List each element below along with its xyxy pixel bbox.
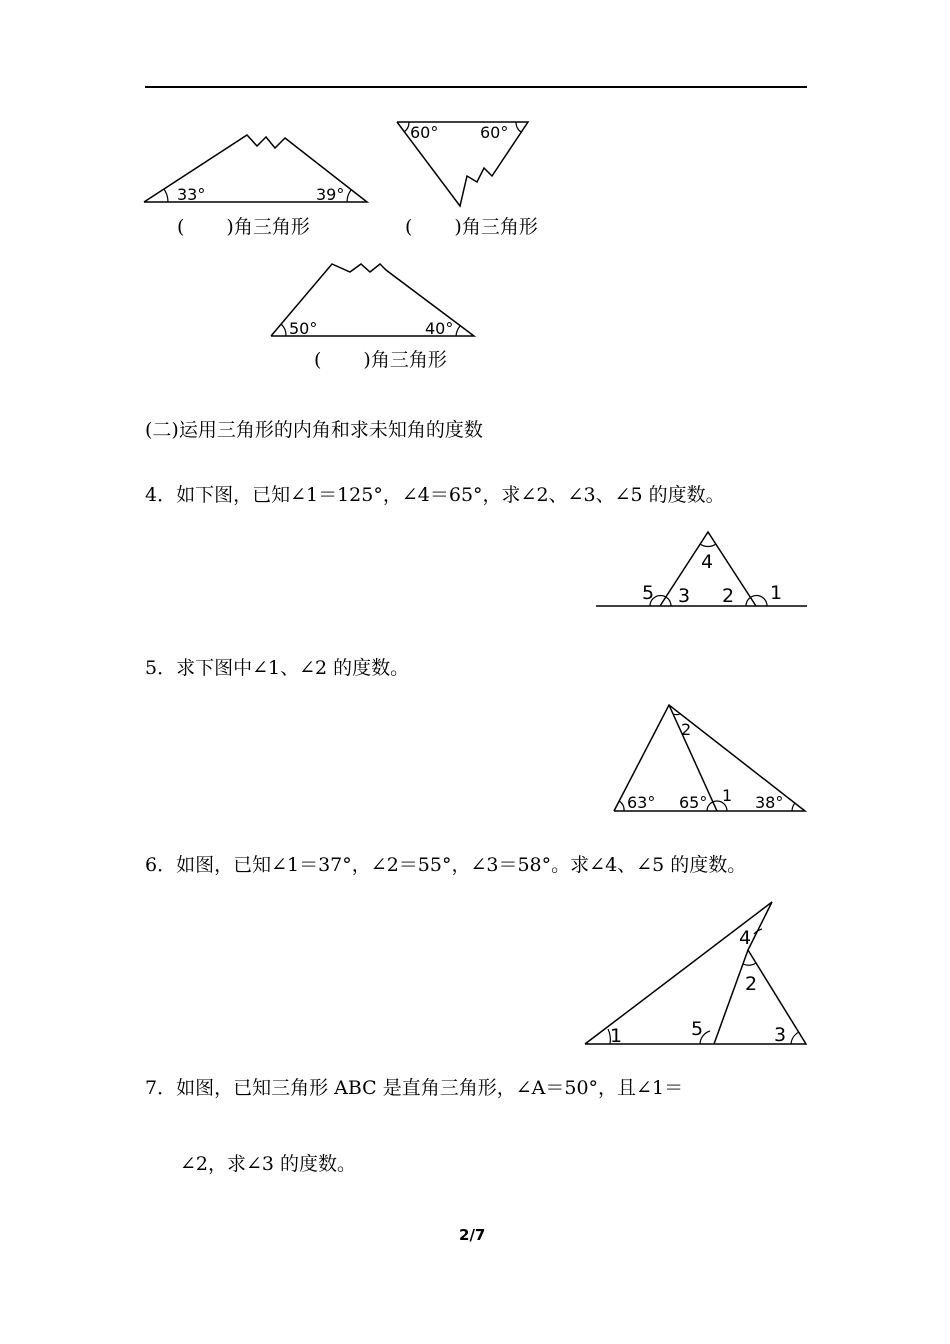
angle-arc-3 [791, 1032, 799, 1044]
figure-q4 [594, 528, 810, 612]
figure-q5 [609, 700, 811, 816]
blank-open: ( [177, 216, 185, 238]
angle-label-2: 2 [681, 720, 692, 739]
blank-label: 角三角形 [233, 216, 310, 238]
angle-label-5: 5 [691, 1018, 704, 1040]
angle-label-right: 60° [480, 123, 509, 142]
angle-label-1: 1 [610, 1025, 623, 1047]
angle-label-3: 3 [678, 585, 691, 607]
blank-close: ) [226, 216, 234, 238]
angle-label-4: 4 [701, 551, 714, 573]
question-6: 6．如图，已知∠1＝37°，∠2＝55°，∠3＝58°。求∠4、∠5 的度数。 [145, 854, 747, 876]
question-7-line-2: ∠2，求∠3 的度数。 [180, 1153, 357, 1175]
angle-label-right: 40° [425, 319, 454, 338]
angle-label-3: 3 [774, 1024, 787, 1046]
triangle-figure-3 [268, 258, 480, 342]
angle-arc [347, 190, 351, 202]
angle-arc [164, 189, 168, 202]
angle-arc [281, 324, 286, 336]
page-number [459, 1226, 485, 1244]
question-7-line-1: 7．如图，已知三角形 ABC 是直角三角形，∠A＝50°，且∠1＝ [145, 1077, 684, 1099]
blank-open: ( [314, 349, 322, 371]
question-5: 5．求下图中∠1、∠2 的度数。 [145, 657, 410, 679]
angle-label-right: 38° [755, 793, 784, 812]
blank-close: ) [363, 349, 371, 371]
angle-label-4: 4 [739, 927, 752, 949]
header-rule [145, 86, 807, 88]
triangle-figure-1 [140, 128, 375, 208]
blank-label: 角三角形 [370, 349, 447, 371]
blank-open: ( [405, 216, 413, 238]
angle-arc [404, 122, 409, 132]
angle-label-mid: 65° [679, 793, 708, 812]
angle-arc-left [619, 801, 624, 811]
angle-label-5: 5 [642, 582, 655, 604]
figure-q6 [580, 898, 810, 1048]
answer-blank-2 [405, 215, 538, 239]
angle-label-left: 50° [289, 319, 318, 338]
angle-arc-right [792, 803, 795, 811]
angle-arc-2 [673, 714, 680, 715]
angle-label-right: 39° [316, 185, 345, 204]
angle-arc-4 [700, 544, 716, 547]
angle-label-left: 63° [627, 793, 656, 812]
angle-label-1: 1 [770, 582, 783, 604]
angle-label-left: 60° [410, 123, 439, 142]
angle-label-left: 33° [177, 185, 206, 204]
question-4: 4．如下图，已知∠1＝125°，∠4＝65°，求∠2、∠3、∠5 的度数。 [145, 484, 725, 506]
current-page: 2 [459, 1226, 470, 1244]
answer-blank-3 [314, 348, 447, 372]
blank-close: ) [454, 216, 462, 238]
angle-arc-2 [743, 963, 756, 965]
side-line [714, 950, 748, 1044]
page-separator: / [469, 1226, 475, 1244]
angle-arc [456, 326, 460, 336]
total-pages: 7 [474, 1226, 486, 1244]
angle-label-2: 2 [745, 973, 758, 995]
angle-arc [516, 122, 521, 132]
triangle-figure-2 [392, 116, 534, 210]
answer-blank-1 [177, 215, 310, 239]
angle-arc-1-2 [746, 596, 767, 607]
section-title: (二)运用三角形的内角和求未知角的度数 [145, 419, 483, 441]
blank-label: 角三角形 [461, 216, 538, 238]
angle-label-2: 2 [722, 585, 735, 607]
angle-label-1: 1 [722, 786, 733, 805]
